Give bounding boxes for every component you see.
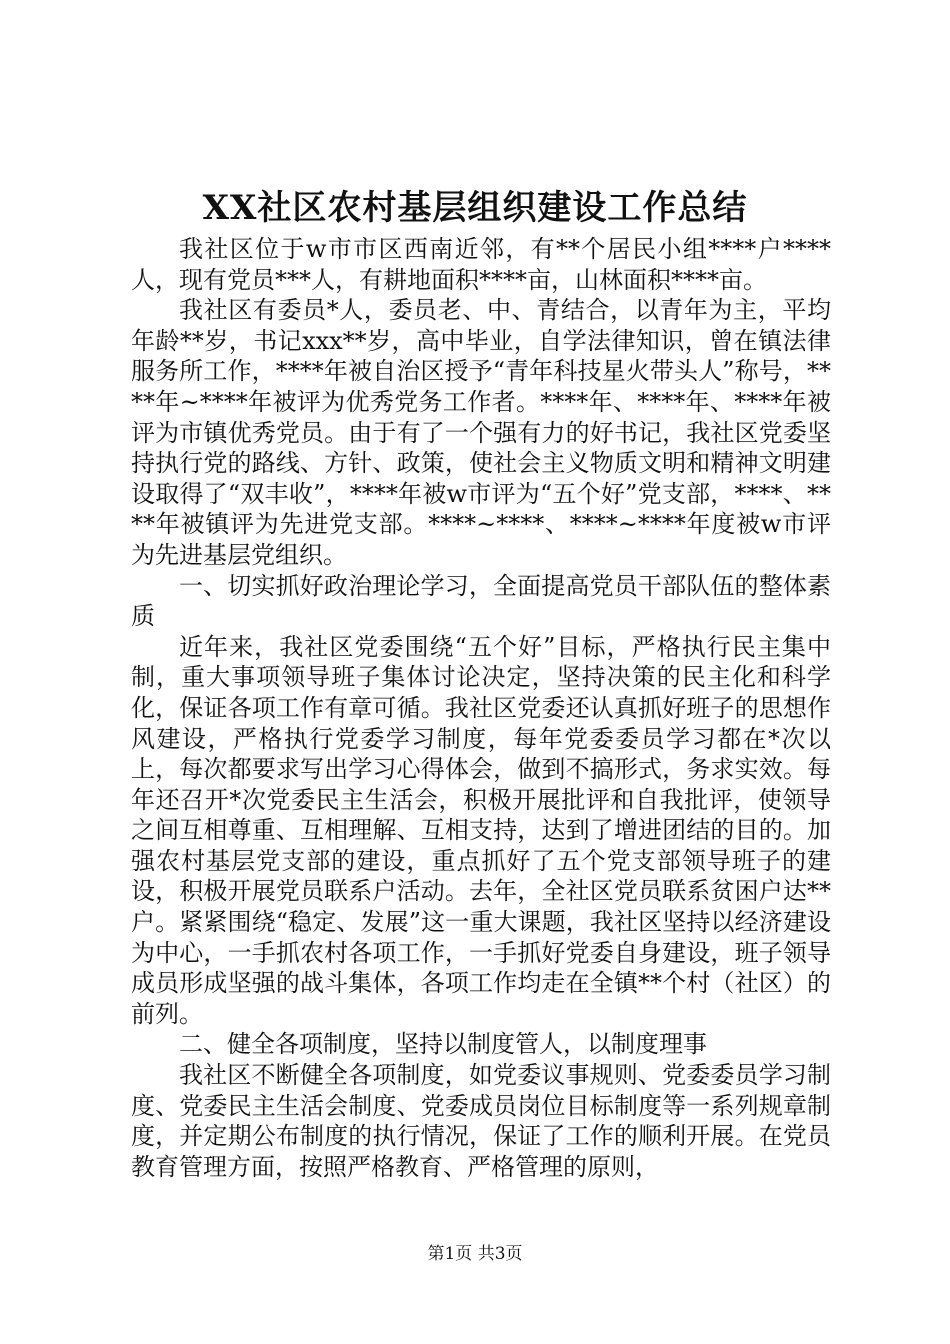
section-heading-1: 一、切实抓好政治理论学习，全面提高党员干部队伍的整体素质 — [131, 571, 831, 631]
page-number-footer: 第1页 共3页 — [427, 1244, 523, 1264]
document-body — [131, 234, 831, 1182]
paragraph-intro: 我社区位于w市市区西南近邻，有**个居民小组****户****人，现有党员***人，有耕地面积****亩，山林面积****亩。 — [131, 235, 831, 294]
paragraph-section-2: 我社区不断健全各项制度，如党委议事规则、党委委员学习制度、党委民主生活会制度、党委成员岗位目标制度等一系列规章制度，并定期公布制度的执行情况，保证了工作的顺利开展。在党员教育管理方面，按照严格教育、严格管理的原则， — [131, 1061, 831, 1181]
paragraph-section-1: 近年来，我社区党委围绕“五个好”目标，严格执行民主集中制，重大事项领导班子集体讨论决定，坚持决策的民主化和科学化，保证各项工作有章可循。我社区党委还认真抓好班子的思想作风建设，严格执行党委学习制度，每年党委委员学习都在*次以上，每次都要求写出学习心得体会，做到不搞形式，务求实效。每年还召开*次党委民主生活会，积极开展批评和自我批评，使领导之间互相尊重、互相理解、互相支持，达到了增进团结的目的。加强农村基层党支部的建设，重点抓好了五个党支部领导班子的建设，积极开展党员联系户活动。去年，全社区党员联系贫困户达**户。紧紧围绕“稳定、发展”这一重大课题，我社区坚持以经济建设为中心，一手抓农村各项工作，一手抓好党委自身建设，班子领导成员形成坚强的战斗集体，各项工作均走在全镇**个村（社区）的前列。 — [131, 632, 831, 1028]
section-heading-2: 二、健全各项制度，坚持以制度管人，以制度理事 — [179, 1030, 707, 1059]
document-title: XX社区农村基层组织建设工作总结 — [202, 188, 748, 228]
paragraph-committee: 我社区有委员*人，委员老、中、青结合，以青年为主，平均年龄**岁，书记xxx**岁，高中毕业，自学法律知识，曾在镇法律服务所工作，****年被自治区授予“青年科技星火带头人”称号，****年~****年被评为优秀党务工作者。****年、****年、****年被评为市镇优秀党员。由于有了一个强有力的好书记，我社区党委坚持执行党的路线、方针、政策，使社会主义物质文明和精神文明建设取得了“双丰收”，****年被w市评为“五个好”党支部，****、****年被镇评为先进党支部。****~****、****~****年度被w市评为先进基层党组织。 — [131, 296, 831, 569]
